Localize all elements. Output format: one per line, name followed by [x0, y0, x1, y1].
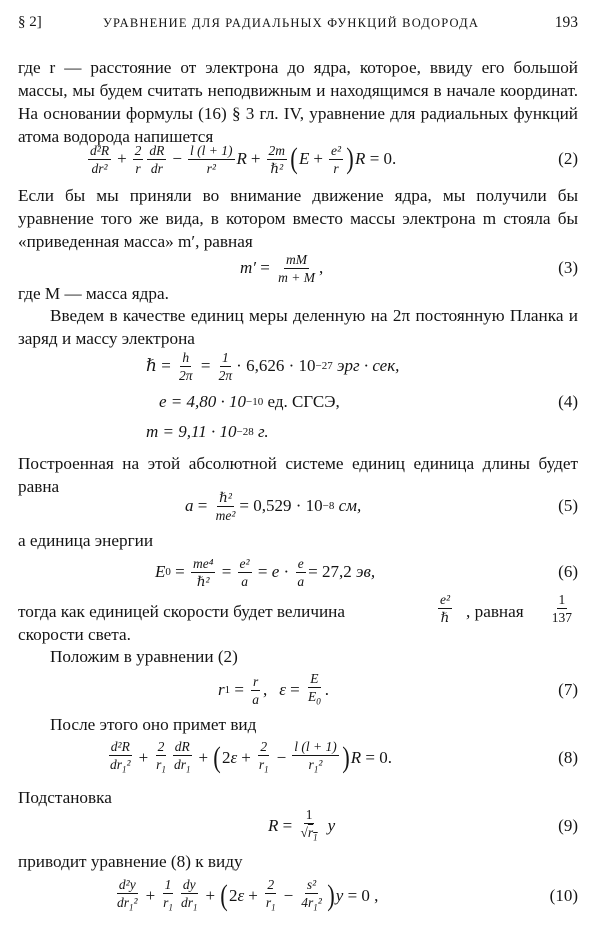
- equation-5-number: (5): [558, 496, 578, 515]
- equation-10-body: d²y $dr_1^2$ + $\frac{1}{r_1}$ dy $dr_1$ + ( 2 ε + $\frac{2}{r_1}$ − $\frac{\text{s²}}{4r_1^2}$ ) y = 0 ,: [117, 876, 379, 913]
- paragraph-7-line-2: скорости света.: [18, 625, 131, 644]
- header-section: § 2]: [18, 14, 42, 30]
- paragraph-4: Введем в качестве единиц меры деленную на 2π постоянную Планка и заряд и массу электрона: [18, 306, 578, 348]
- planck-value: · 6,626 · 10: [236, 356, 316, 375]
- charge-value: e = 4,80 · 10: [159, 392, 247, 411]
- equation-10-number: (10): [549, 886, 578, 905]
- paragraph-9: После этого оно примет вид: [50, 715, 257, 734]
- speed-unit-fraction: e² ℏ: [440, 592, 451, 625]
- paragraph-11: приводит уравнение (8) к виду: [18, 852, 243, 871]
- planck-unit: эрг · сек,: [336, 356, 400, 375]
- equation-8: [18, 736, 578, 780]
- paragraph-2: Если бы мы приняли во внимание движение ядра, мы получили бы уравнение того же вида, в котором вместо массы электрона m стояла бы «приведенная масса» m′, равная: [18, 186, 578, 251]
- equation-5-body: a = ℏ² me² = 0,529 · 10 −8 см,: [185, 489, 362, 523]
- equation-7: [18, 668, 578, 712]
- equation-4-line-2: e = 4,80 · 10 −10 ед. СГСЭ, (4): [159, 392, 578, 411]
- paragraph-10: Подстановка: [18, 788, 112, 807]
- equation-7-body: r 1 = r a , ε = E $E_0$ .: [218, 670, 330, 707]
- mass-unit: г.: [257, 422, 269, 441]
- equation-2: [18, 137, 578, 181]
- light-ratio-fraction: 1 137: [551, 592, 572, 625]
- equation-6-body: E 0 = me⁴ ℏ² = e² a = e · $\frac{e}{a}$ = 27,2 эв,: [155, 555, 376, 589]
- mass-value: m = 9,11 · 10: [146, 422, 237, 441]
- equation-4-number: (4): [558, 392, 578, 411]
- running-header: [18, 14, 578, 38]
- equation-5: [18, 484, 578, 528]
- paragraph-5: Построенная на этой абсолютной системе единиц единица длины будет равна: [18, 454, 578, 496]
- paragraph-1: где r — расстояние от электрона до ядра, которое, ввиду его большой массы, мы будем считать неподвижным и находящимся в начале координат. На основании формулы (16) § 3 гл. IV, уравнение для радиальных функций атома водорода напишется: [18, 58, 578, 146]
- header-title: УРАВНЕНИЕ ДЛЯ РАДИАЛЬНЫХ ФУНКЦИЙ ВОДОРОДА: [103, 16, 480, 30]
- paragraph-7-line-1: тогда как единицей скорости будет величина e² ℏ , равная 1 137: [18, 592, 572, 625]
- equation-3-number: (3): [558, 258, 578, 277]
- equation-6: [18, 550, 578, 594]
- page-number: 193: [554, 14, 578, 31]
- equation-4-line-1: ℏ = h 2π = 1 2π · 6,626 · 10 −27 эрг · сек,: [146, 349, 400, 383]
- equation-2-number: (2): [558, 149, 578, 168]
- equation-6-number: (6): [558, 562, 578, 581]
- paragraph-8: Положим в уравнении (2): [50, 647, 238, 666]
- equation-3-body: m′ = mM m + M ,: [240, 251, 324, 285]
- equation-2-body: d²R dr² + $\frac{2}{r}$ dR dr − $\frac{l (l + 1)}{\text{r²}}$ R + 2m ℏ² ( E + $\frac{\text{e²}}{r}$ ) R = 0.: [90, 142, 397, 176]
- equation-9: [18, 804, 578, 848]
- equation-8-body: d²R $dr_1^2$ + $\frac{2}{r_1}$ dR $dr_1$ + ( 2 ε + $\frac{2}{r_1}$ − $\frac{l (l + 1)}{r_1^2}$ ) R = 0.: [110, 738, 392, 775]
- paragraph-3: где M — масса ядра.: [18, 284, 169, 303]
- equation-10: [18, 874, 578, 918]
- charge-unit: ед. СГСЭ,: [267, 392, 340, 411]
- equation-7-number: (7): [558, 680, 578, 699]
- equation-9-number: (9): [558, 816, 578, 835]
- equation-9-body: R = 1 $√r_1$ y: [268, 806, 336, 843]
- equation-4-line-3: m = 9,11 · 10 −28 г.: [146, 422, 269, 441]
- paragraph-6: а единица энергии: [18, 531, 154, 550]
- equation-8-number: (8): [558, 748, 578, 767]
